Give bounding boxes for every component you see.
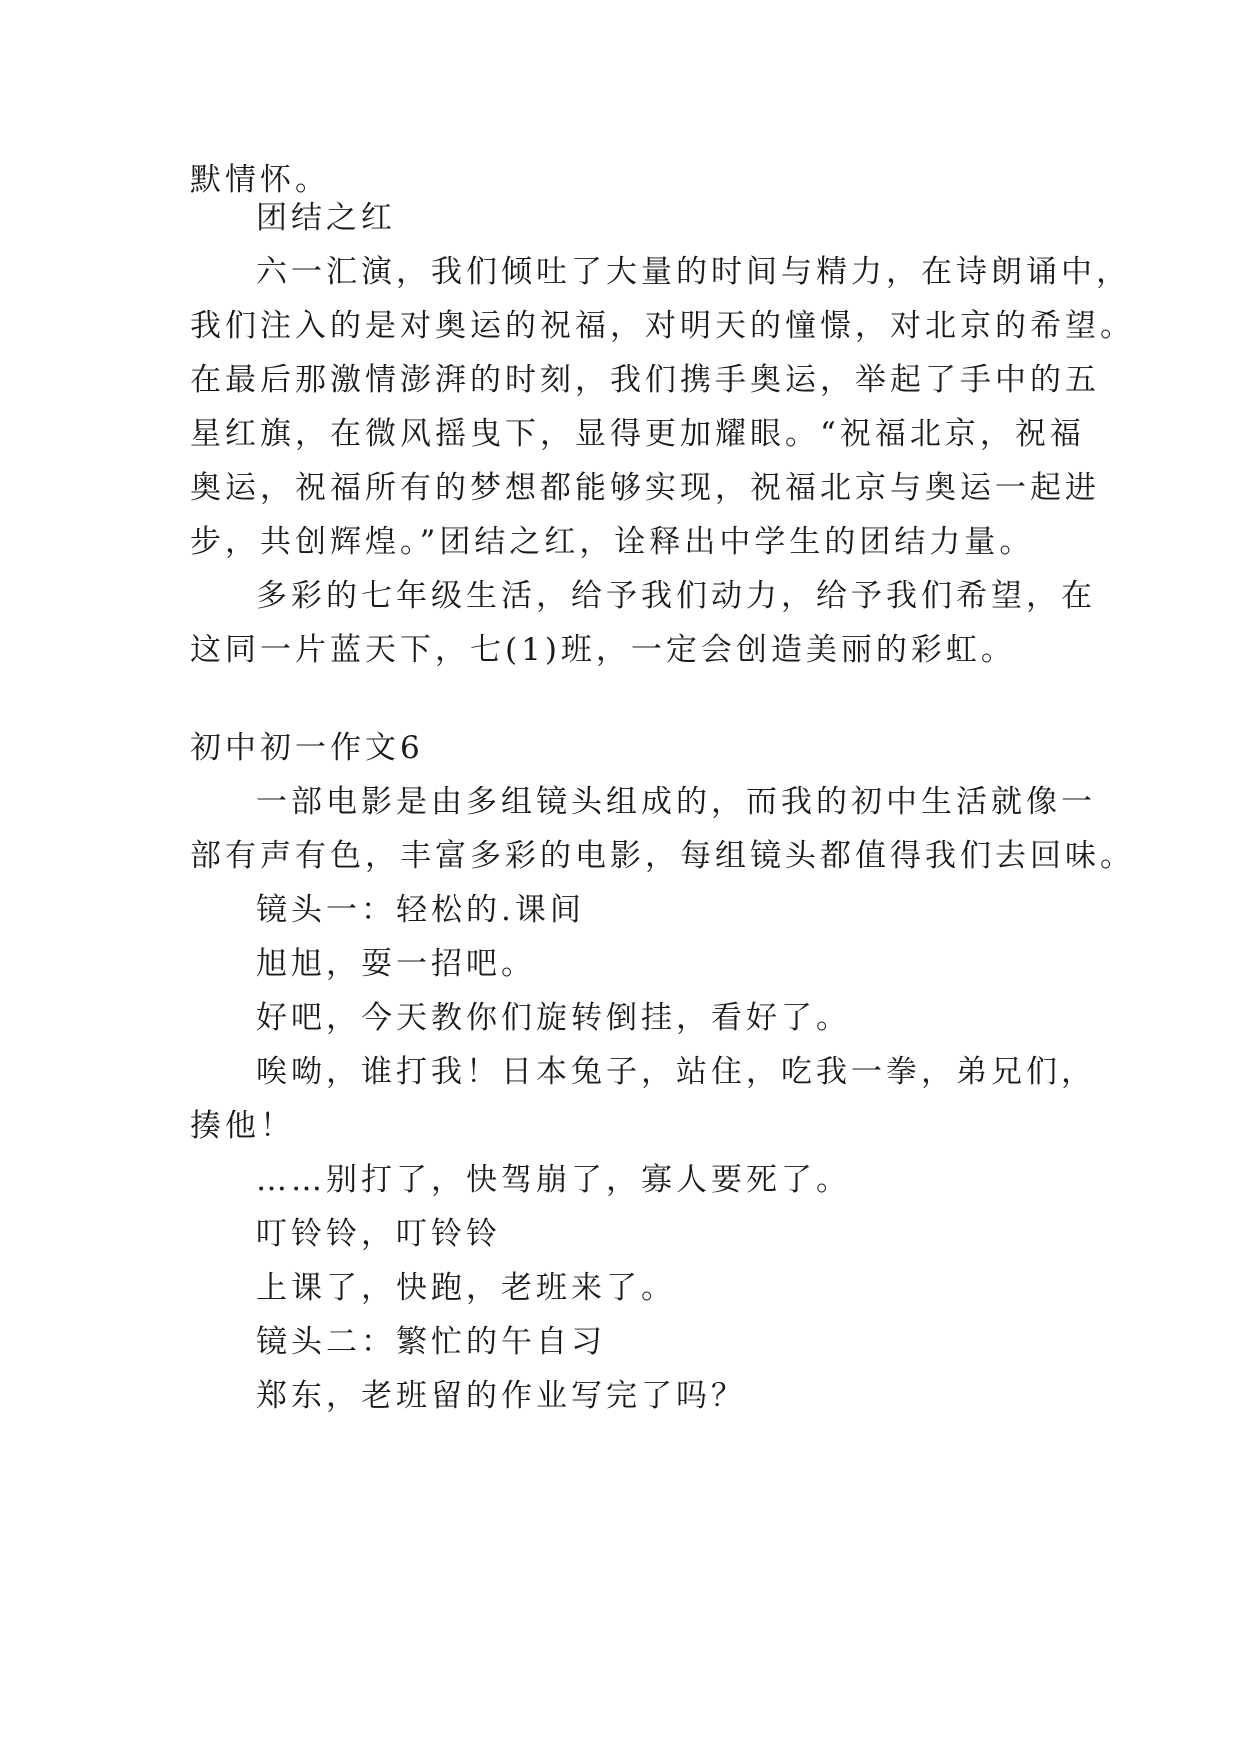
essay-title: 初中初一作文6 xyxy=(190,730,424,766)
paragraph-line: 这同一片蓝天下，七(1)班，一定会创造美丽的彩虹。 xyxy=(190,632,1016,668)
paragraph-line: 奥运，祝福所有的梦想都能够实现，祝福北京与奥运一起进 xyxy=(190,470,1100,506)
paragraph-line: 一部电影是由多组镜头组成的，而我的初中生活就像一 xyxy=(256,784,1096,820)
paragraph-line: 星红旗，在微风摇曳下，显得更加耀眼。“祝福北京，祝福 xyxy=(190,416,1085,452)
paragraph-line: 多彩的七年级生活，给予我们动力，给予我们希望，在 xyxy=(256,578,1096,614)
dialogue-line: 好吧，今天教你们旋转倒挂，看好了。 xyxy=(256,1000,851,1036)
section-heading: 团结之红 xyxy=(256,200,396,236)
dialogue-line: 郑东，老班留的作业写完了吗？ xyxy=(256,1378,746,1414)
document-page xyxy=(190,0,1135,1754)
scene-heading: 镜头二：繁忙的午自习 xyxy=(256,1324,606,1360)
dialogue-line: 旭旭，耍一招吧。 xyxy=(256,946,536,982)
scene-heading: 镜头一：轻松的.课间 xyxy=(256,892,585,928)
dialogue-line: 叮铃铃，叮铃铃 xyxy=(256,1216,501,1252)
paragraph-line: 部有声有色，丰富多彩的电影，每组镜头都值得我们去回味。 xyxy=(190,838,1135,874)
paragraph-line: 在最后那激情澎湃的时刻，我们携手奥运，举起了手中的五 xyxy=(190,362,1100,398)
paragraph-line: 我们注入的是对奥运的祝福，对明天的憧憬，对北京的希望。 xyxy=(190,308,1135,344)
paragraph-line: 默情怀。 xyxy=(190,162,330,198)
dialogue-line: 揍他！ xyxy=(190,1108,295,1144)
dialogue-line: ……别打了，快驾崩了，寡人要死了。 xyxy=(256,1162,851,1198)
dialogue-line: 上课了，快跑，老班来了。 xyxy=(256,1270,676,1306)
paragraph-line: 六一汇演，我们倾吐了大量的时间与精力，在诗朗诵中， xyxy=(256,254,1131,290)
dialogue-line: 唉呦，谁打我！日本兔子，站住，吃我一拳，弟兄们， xyxy=(256,1054,1096,1090)
paragraph-line: 步，共创辉煌。”团结之红，诠释出中学生的团结力量。 xyxy=(190,524,1035,560)
